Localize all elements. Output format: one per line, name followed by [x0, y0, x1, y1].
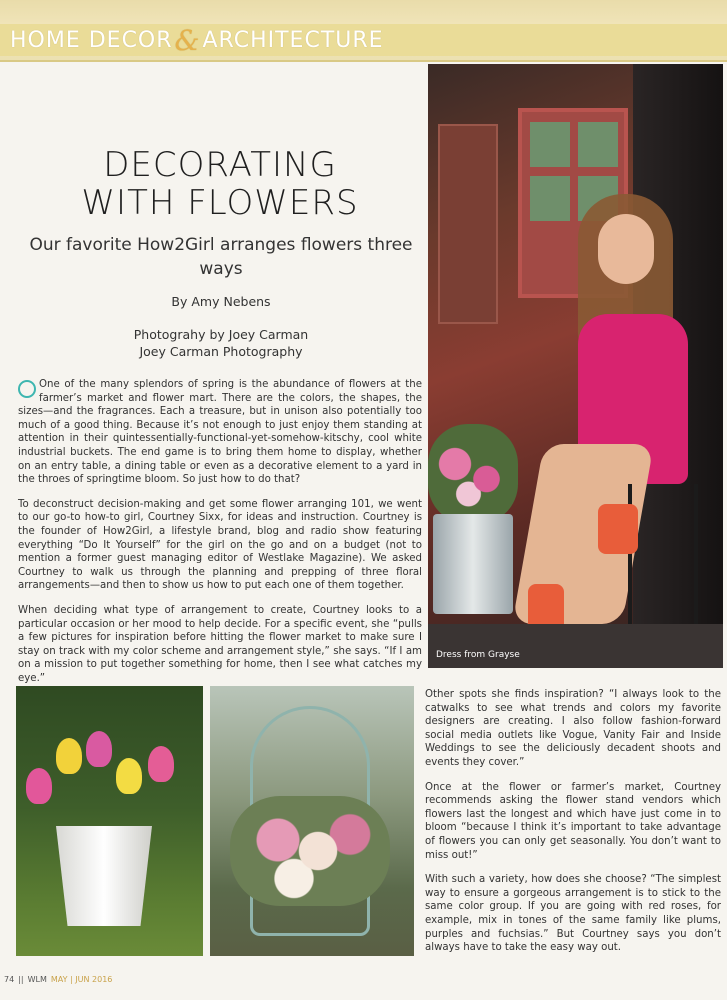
- section-header: [0, 0, 727, 62]
- rose-wreath-shape: [230, 796, 390, 906]
- window-pane: [578, 122, 618, 167]
- credit-line-2: Joey Carman Photography: [139, 344, 303, 359]
- hero-photo-courtney: [428, 64, 723, 668]
- section-title-ampersand: &: [174, 23, 201, 57]
- article-body-left: [18, 378, 422, 696]
- shoe-shape: [598, 504, 638, 554]
- body-paragraph-3: When deciding what type of arrangement to create, Courtney looks to a particular occasion or her mood to help decide. For a specific event, she “pulls a few pictures for inspiration before hitting the flower market to make sure I stay on track with my color scheme and arrangement style,” she says. “If I am on a mission to put together something for home, then I see what catches my eye.”: [18, 604, 422, 684]
- tulip-shape: [56, 738, 82, 774]
- window-pane: [530, 176, 570, 221]
- article-body-right: [425, 688, 721, 966]
- section-title-right: ARCHITECTURE: [202, 27, 384, 53]
- article-byline: By Amy Nebens: [171, 294, 271, 309]
- directors-chair-shape: [628, 484, 698, 644]
- photo-credits: [26, 326, 416, 360]
- tulip-shape: [26, 768, 52, 804]
- issue-date: MAY | JUN 2016: [50, 974, 113, 984]
- tulip-pot-photo: [16, 686, 203, 956]
- article-subhead: Our favorite How2Girl arranges flowers three ways: [29, 235, 413, 279]
- floor-shape: [428, 624, 723, 668]
- tulip-shape: [148, 746, 174, 782]
- body-paragraph-6: With such a variety, how does she choose? “The simplest way to ensure a gorgeous arrangement is to stick to the same color group. If you are going with red roses, for example, mix in tones of the same family like plums, purples and fuchsias.” But Courtney says you don’t always have to take the easy way out.: [425, 874, 721, 954]
- headline-line-2: WITH FLOWERS: [81, 183, 359, 223]
- page-folio: [4, 972, 112, 986]
- hero-photo-caption: Dress from Grayse: [436, 650, 520, 660]
- dropcap-ring-icon: [18, 380, 36, 398]
- body-paragraph-2: To deconstruct decision-making and get some flower arranging 101, we went to our go-to how-to girl, Courtney Sixx, for ideas and instruction. Courtney is the founder of How2Girl, a lifestyle brand, blog and radio show featuring everything “Do It Yourself” for the girl on the go and on a budget (not to mention a former guest managing editor of Westlake Magazine). We asked Courtney to walk us through the planning and prepping of three floral arrangements—and then to show us how to put each one of them together.: [18, 498, 422, 592]
- tulip-shape: [86, 731, 112, 767]
- shelf-shape: [438, 124, 498, 324]
- body-paragraph-4: Other spots she finds inspiration? “I always look to the catwalks to see what trends and colors my favorite designers are creating. I also follow fashion-forward social media outlets like Vogue, Vanity Fair and Inside Weddings to see the deliciously decadent shoots and events they cover.”: [425, 689, 721, 768]
- section-title-left: HOME DECOR: [10, 27, 173, 53]
- rose-lantern-photo: [210, 686, 414, 956]
- folio-separator: ||: [18, 974, 24, 984]
- window-pane: [530, 122, 570, 167]
- body-paragraph-1: [18, 378, 422, 487]
- face-shape: [598, 214, 654, 284]
- article-headline: [20, 146, 420, 222]
- headline-line-1: DECORATING: [103, 145, 337, 185]
- tulip-shape: [116, 758, 142, 794]
- body-paragraph-5: Once at the flower or farmer’s market, Courtney recommends asking the flower stand vendors which flowers last the longest and which have just come in to bloom “because I think it’s important to take advantage of flowers you can only get seasonally. You don’t want to miss out!”: [425, 781, 721, 861]
- magazine-name: WLM: [27, 974, 47, 984]
- bucket-shape: [433, 514, 513, 614]
- paragraph-text: One of the many splendors of spring is the abundance of flowers at the farmer’s market and flower mart. There are the colors, the shapes, the sizes—and the fragrances. Each a treasure, but in unison also potentially too much of a good thing. Because it’s not enough to just enjoy them standing at attention in their quintessentially-functional-yet-somehow-kitschy, cool white industrial buckets. The end game is to bring them home to display, whether on an entry table, a dining table or even as a decorative element to a yard in the throes of springtime bloom. So just how to do that?: [18, 379, 422, 486]
- white-pot-shape: [56, 826, 152, 926]
- flower-bouquet-shape: [428, 424, 518, 524]
- section-title: [10, 24, 384, 56]
- credit-line-1: Photograhy by Joey Carman: [133, 327, 309, 342]
- page-number: 74: [4, 974, 15, 984]
